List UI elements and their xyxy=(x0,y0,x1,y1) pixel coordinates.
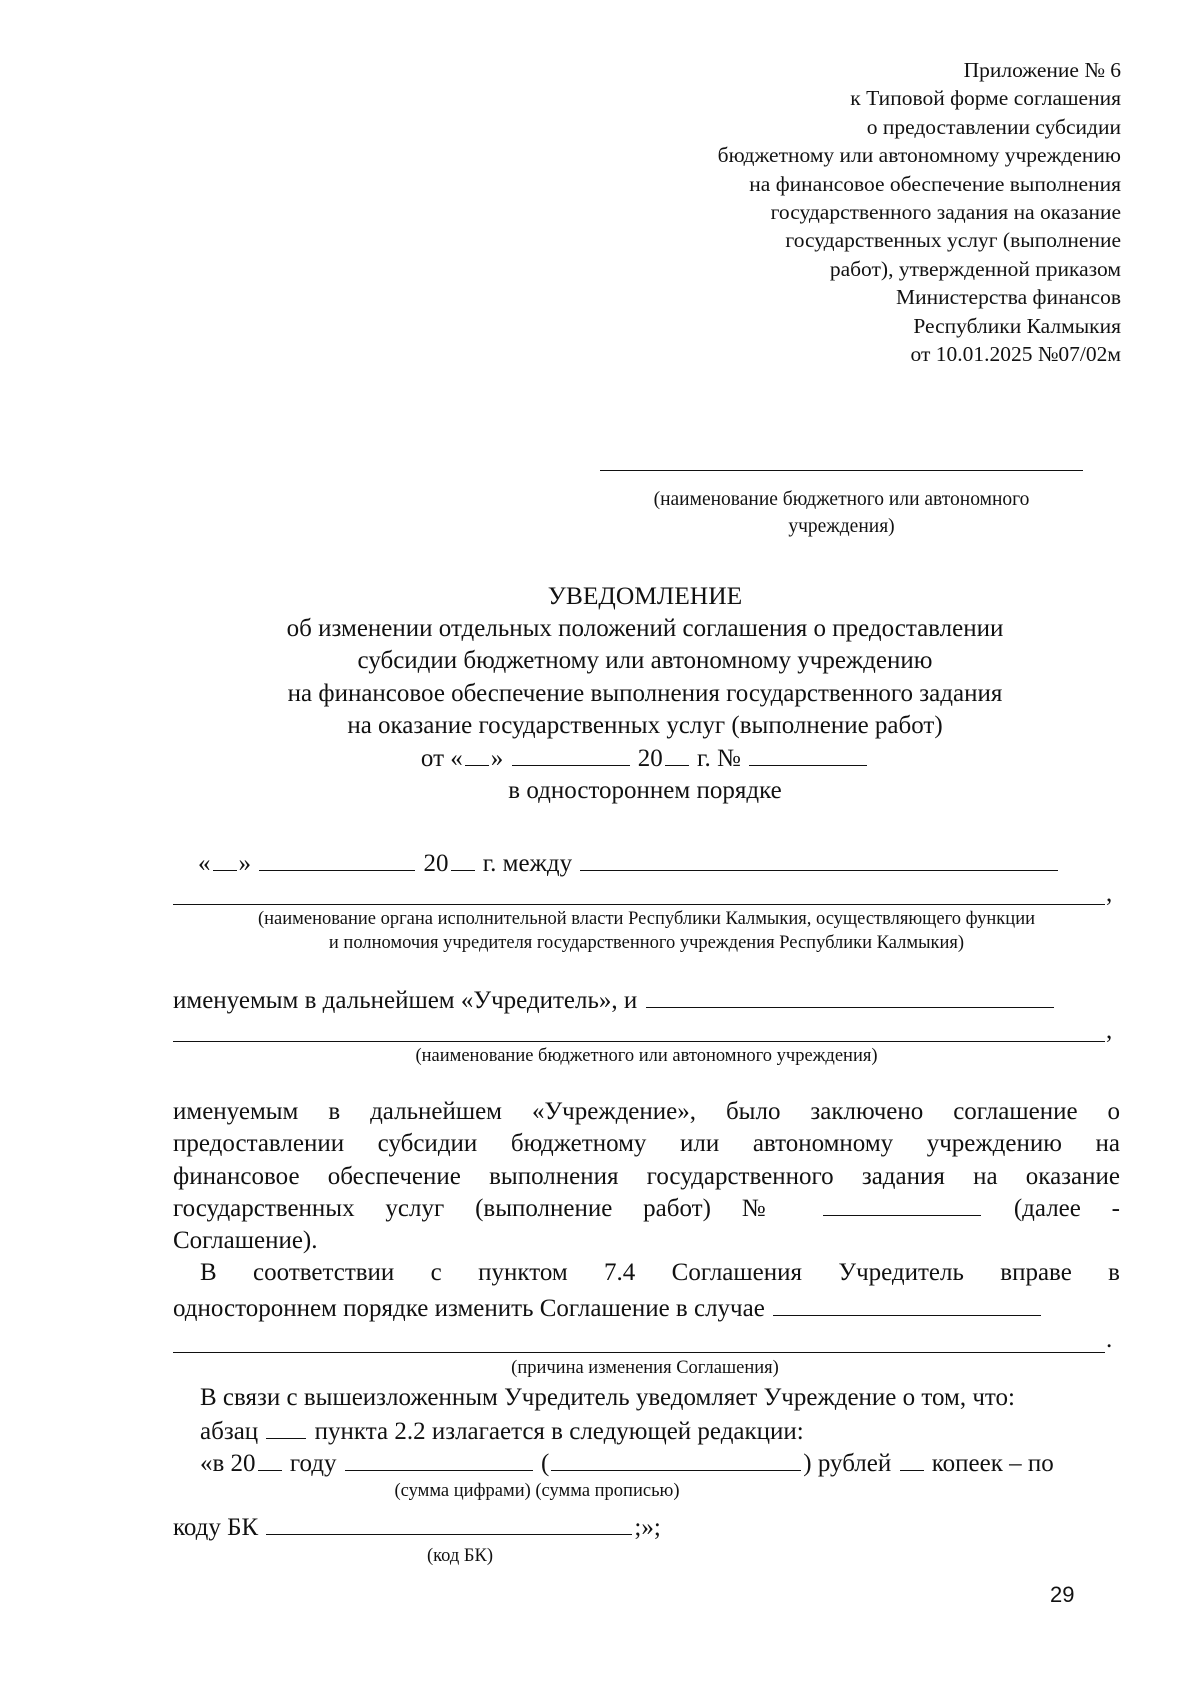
sum-year-word: году xyxy=(289,1450,337,1477)
sum-year-label: «в 20 xyxy=(200,1450,256,1477)
date-prefix: от « xyxy=(420,744,463,772)
institution-blank-line xyxy=(173,1041,1105,1042)
appendix-line: бюджетному или автономному учреждению xyxy=(717,143,1121,168)
paragraph-line: именуемым в дальнейшем «Учреждение», было заключено соглашение о xyxy=(173,1098,1120,1125)
paragraph-label: абзац xyxy=(200,1418,259,1445)
kbk-label: коду БК xyxy=(173,1514,259,1541)
appendix-line: работ), утвержденной приказом xyxy=(829,256,1121,281)
kbk-blank[interactable] xyxy=(266,1512,632,1535)
notice-subtitle-line: субсидии бюджетному или автономному учреждению xyxy=(357,647,933,674)
founder-blank-line xyxy=(173,904,1105,905)
date-year: 20 xyxy=(637,744,663,772)
paragraph-ref-text: пункта 2.2 излагается в следующей редакции: xyxy=(314,1418,804,1445)
number-blank[interactable] xyxy=(749,743,867,766)
notice-subtitle-line: об изменении отдельных положений соглашения о предоставлении xyxy=(286,614,1004,642)
year-blank[interactable] xyxy=(665,743,689,766)
founder-caption-line: и полномочия учредителя государственного учреждения Республики Калмыкия) xyxy=(328,933,965,953)
sum-digits-blank[interactable] xyxy=(345,1448,533,1471)
parties-year-blank[interactable] xyxy=(451,848,475,871)
institution-caption: (наименование бюджетного или автономного учреждения) xyxy=(415,1046,878,1066)
recipient-caption-line: учреждения) xyxy=(788,516,895,537)
paragraph-line xyxy=(173,1193,1120,1225)
day-blank[interactable] xyxy=(465,743,489,766)
notice-title: УВЕДОМЛЕНИЕ xyxy=(547,581,743,610)
appendix-line: Министерства финансов xyxy=(895,285,1121,310)
recipient-blank-line xyxy=(600,470,1083,471)
agreement-number-label: государственных услуг (выполнение работ) № xyxy=(173,1194,791,1222)
appendix-line: Республики Калмыкия xyxy=(913,313,1121,338)
reason-label: одностороннем порядке изменить Соглашение в случае xyxy=(173,1295,765,1322)
reason-blank-line xyxy=(173,1352,1105,1353)
comma: , xyxy=(1106,880,1113,907)
appendix-line: к Типовой форме соглашения xyxy=(850,86,1121,111)
date-quote: » xyxy=(490,744,504,772)
founder-named-text: именуемым в дальнейшем «Учредитель», и xyxy=(173,987,638,1014)
comma: , xyxy=(1106,1017,1113,1044)
appendix-line: на финансовое обеспечение выполнения xyxy=(749,171,1121,196)
parties-year: 20 xyxy=(423,850,449,877)
recipient-caption xyxy=(590,486,1093,540)
reason-caption: (причина изменения Соглашения) xyxy=(511,1358,779,1378)
paragraph-line: предоставлении субсидии бюджетному или автономному учреждению на xyxy=(173,1130,1120,1158)
kbk-caption: (код БК) xyxy=(426,1546,494,1566)
founder-blank[interactable] xyxy=(580,848,1058,871)
institution-blank[interactable] xyxy=(646,985,1054,1008)
notice-subtitle-line: на финансовое обеспечение выполнения государственного задания xyxy=(287,679,1003,707)
paragraph-line: В соответствии с пунктом 7.4 Соглашения Учредитель вправе в xyxy=(200,1259,1120,1286)
paragraph-number-blank[interactable] xyxy=(266,1416,306,1439)
recipient-caption-line: (наименование бюджетного или автономного xyxy=(653,489,1030,510)
paren-open: ( xyxy=(540,1450,550,1477)
founder-caption xyxy=(173,907,1120,955)
kopecks-label: копеек – по xyxy=(931,1450,1054,1477)
notice-subtitle-line: на оказание государственных услуг (выполнение работ) xyxy=(347,712,943,739)
sum-year-blank[interactable] xyxy=(258,1448,282,1471)
quote-open: « xyxy=(198,850,211,877)
rubles-label: ) рублей xyxy=(803,1450,892,1477)
appendix-line: от 10.01.2025 №07/02м xyxy=(910,342,1121,367)
reason-blank[interactable] xyxy=(773,1293,1041,1316)
appendix-line: государственных услуг (выполнение xyxy=(785,228,1121,253)
founder-named-line xyxy=(173,985,1056,1015)
kbk-end: ;»; xyxy=(634,1514,661,1541)
further-label: (далее - xyxy=(1013,1194,1121,1222)
appendix-line: государственного задания на оказание xyxy=(770,200,1121,225)
month-blank[interactable] xyxy=(512,743,630,766)
agreement-number-blank[interactable] xyxy=(823,1193,981,1216)
period: . xyxy=(1106,1326,1113,1353)
appendix-header xyxy=(561,56,1121,368)
notice-title-block xyxy=(150,580,1140,808)
founder-caption-line: (наименование органа исполнительной власти Республики Калмыкия, осуществляющего функции xyxy=(258,909,1035,929)
clause-paragraph xyxy=(200,1257,1120,1289)
notice-statement: В связи с вышеизложенным Учредитель уведомляет Учреждение о том, что: xyxy=(200,1384,1015,1411)
reason-line xyxy=(173,1293,1043,1323)
page-number: 29 xyxy=(1050,1582,1075,1607)
quote-close: » xyxy=(238,850,251,877)
kbk-line xyxy=(173,1512,661,1542)
parties-between: г. между xyxy=(482,850,573,877)
sum-caption: (сумма цифрами) (сумма прописью) xyxy=(394,1481,680,1501)
date-number-label: г. № xyxy=(697,744,741,772)
paragraph-line: финансовое обеспечение выполнения государственного задания на оказание xyxy=(173,1162,1120,1190)
appendix-line: о предоставлении субсидии xyxy=(866,114,1121,139)
paragraph-ref-line xyxy=(200,1416,804,1446)
notice-date-line xyxy=(150,743,1140,776)
sum-words-blank[interactable] xyxy=(551,1448,801,1471)
paragraph-line: Соглашение). xyxy=(173,1227,318,1255)
parties-date-line xyxy=(198,848,1060,878)
parties-day-blank[interactable] xyxy=(213,848,237,871)
agreement-paragraph xyxy=(173,1096,1120,1257)
appendix-line: Приложение № 6 xyxy=(963,58,1121,82)
parties-month-blank[interactable] xyxy=(259,848,415,871)
sum-line xyxy=(200,1448,1054,1478)
notice-order: в одностороннем порядке xyxy=(508,777,782,804)
kopecks-blank[interactable] xyxy=(900,1448,924,1471)
